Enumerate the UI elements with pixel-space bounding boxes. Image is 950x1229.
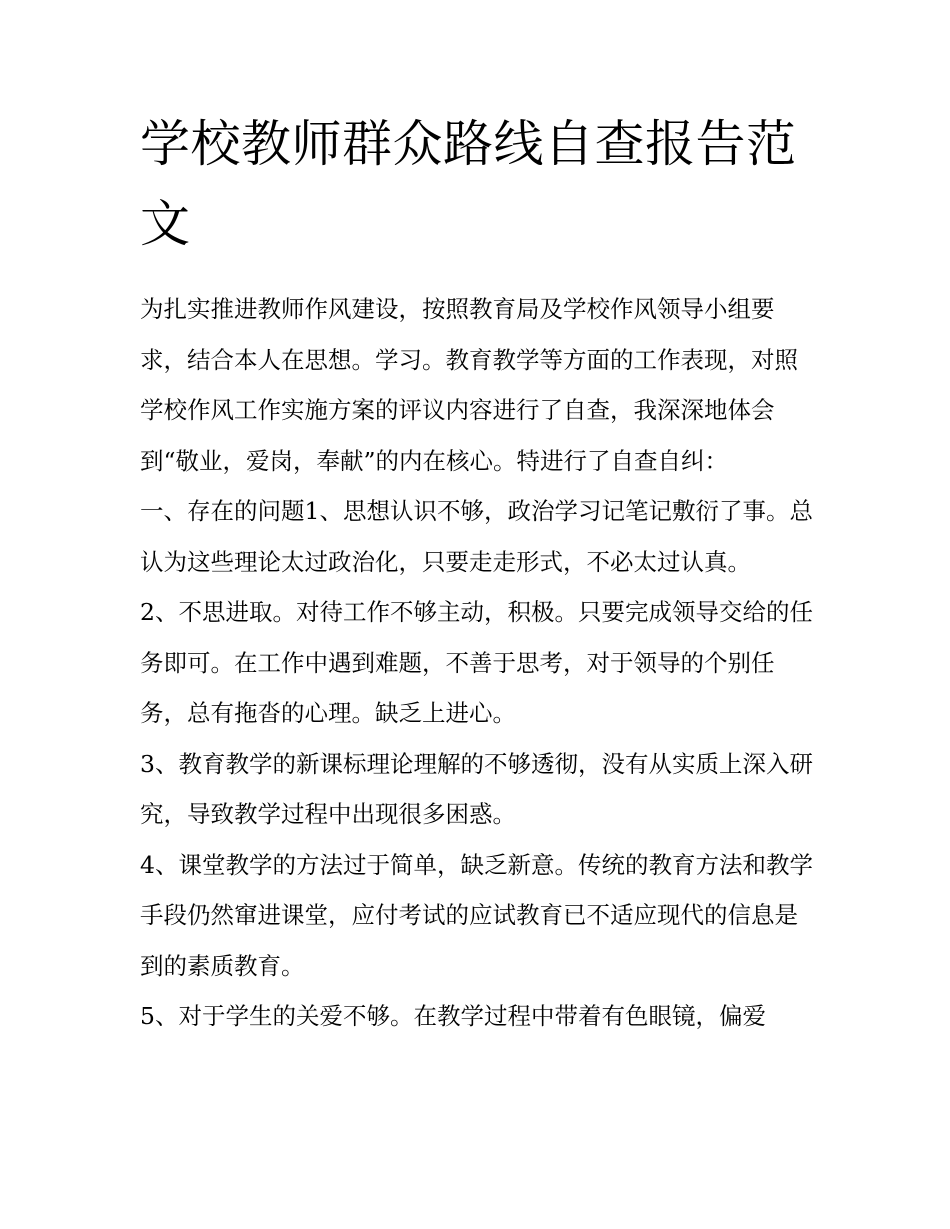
document-title: 学校教师群众路线自查报告范文 [140, 115, 797, 253]
paragraph-issue-1: 一、存在的问题1、思想认识不够，政治学习记笔记敷衍了事。总认为这些理论太过政治化，只要走走形式，不必太过认真。 [140, 497, 813, 576]
document-page [140, 104, 815, 1042]
paragraph-issue-5: 5、对于学生的关爱不够。在教学过程中带着有色眼镜，偏爱 [140, 1002, 766, 1030]
paragraph-issue-3: 3、教育教学的新课标理论理解的不够透彻，没有从实质上深入研究，导致教学过程中出现很多困惑。 [140, 749, 813, 828]
paragraph-issue-2: 2、不思进取。对待工作不够主动，积极。只要完成领导交给的任务即可。在工作中遇到难题，不善于思考，对于领导的个别任务，总有拖沓的心理。缺乏上进心。 [140, 598, 813, 727]
paragraph-intro: 为扎实推进教师作风建设，按照教育局及学校作风领导小组要求，结合本人在思想。学习。教育教学等方面的工作表现，对照学校作风工作实施方案的评议内容进行了自查，我深深地体会到“敬业，爱岗，奉献”的内在核心。特进行了自查自纠： [140, 295, 798, 475]
paragraph-issue-4: 4、课堂教学的方法过于简单，缺乏新意。传统的教育方法和教学手段仍然窜进课堂，应付考试的应试教育已不适应现代的信息是到的素质教育。 [140, 850, 813, 980]
